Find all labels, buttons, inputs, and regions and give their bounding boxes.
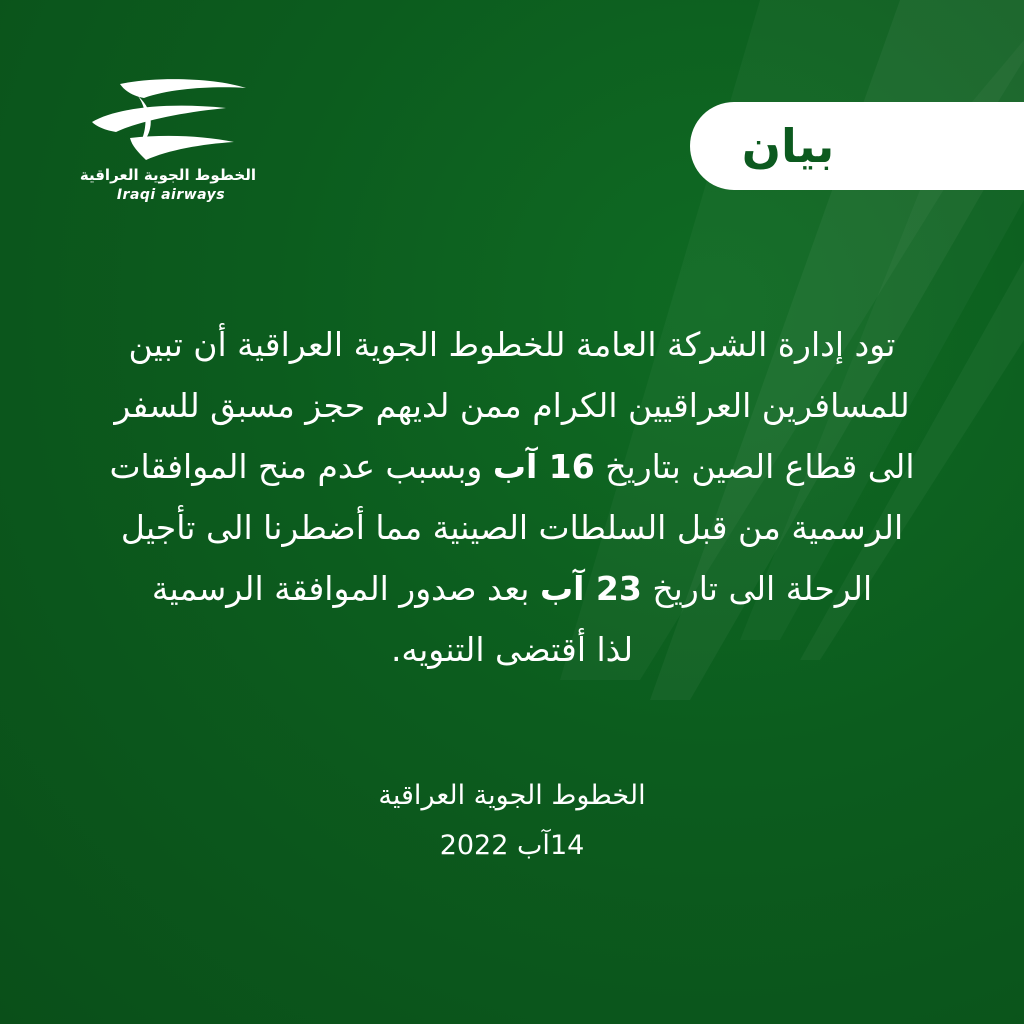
statement-line: الرسمية من قبل السلطات الصينية مما أضطرنا الى تأجيل (120, 508, 904, 547)
statement-text: بعد صدور الموافقة الرسمية (151, 569, 540, 608)
statement-body (60, 314, 964, 680)
statement-text: وبسبب عدم منح الموافقات (109, 447, 493, 486)
signature: الخطوط الجوية العراقية (378, 780, 646, 811)
statement-line (60, 436, 964, 497)
statement-line: للمسافرين العراقيين الكرام ممن لديهم حجز مسبق للسفر (114, 386, 910, 425)
statement-line: تود إدارة الشركة العامة للخطوط الجوية العراقية أن تبين (128, 325, 896, 364)
statement-line: لذا أقتضى التنويه. (390, 630, 634, 669)
statement-badge (690, 102, 1024, 190)
badge-label: بيان (741, 119, 835, 173)
original-flight-date: 16 آب (492, 447, 595, 486)
statement-text: الرحلة الى تاريخ (641, 569, 873, 608)
iraqi-airways-logo (79, 78, 256, 213)
statement-text: الى قطاع الصين بتاريخ (594, 447, 915, 486)
statement-line (60, 558, 964, 619)
logo-english-name: Iraqi airways (116, 187, 226, 203)
new-flight-date: 23 آب (539, 569, 642, 608)
statement-date: 14آب 2022 (439, 830, 585, 861)
airline-bird-icon (86, 78, 256, 168)
logo-arabic-name: الخطوط الجوية العراقية (79, 166, 256, 184)
